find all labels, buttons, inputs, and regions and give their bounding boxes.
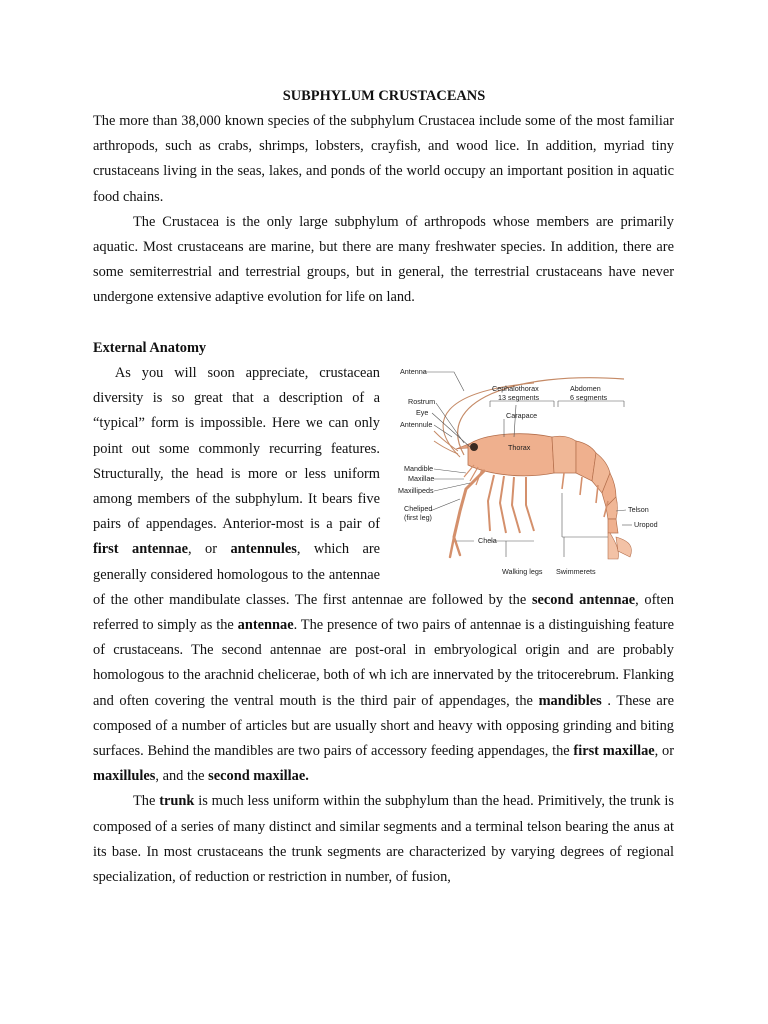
paragraph-head-appendages: As you will soon appreciate, crustacean diversity is so great that a description of a “typical” form is impossible. Here we can only point out some commonly recurring features. Structurally, the head is more or less uniform among members of the subphylum. It bears five pairs of appendages. Anterior-most is a pair of first antennae, or antennules, which are generally considered homologous to the antennae of the other mandibulate classes. The first antennae are followed by the second antennae, often referred to simply as the antennae. The presence of two pairs of antennae is a distinguishing feature of crustaceans. The second antennae are post-oral in embryological origin and are probably homologous to the arachnid chelicerae, both of wh ich are innervated by the tritocerebrum. Flanking and often covering the ventral mouth is the third pair of appendages, the mandibles . These are composed of a number of articles but are usually short and heavy with opposing grinding and biting surfaces. Behind the mandibles are two pairs of accessory feeding appendages, the first maxillae, or maxillules, and the second maxillae. [93,365,674,785]
label-thorax: Thorax [508,443,531,453]
label-eye: Eye [416,408,429,418]
paragraph-intro: The more than 38,000 known species of the subphylum Crustacea include some of the most familiar arthropods, such as crabs, shrimps, lobsters, crayfish, and wood lice. In addition, myriad tiny crustaceans living in the seas, lakes, and ponds of the world occupy an important position in aquatic food chains. [93,113,674,205]
paragraph-aquatic: The Crustacea is the only large subphylum of arthropods whose members are primarily aquatic. Most crustaceans are marine, but there are many freshwater species. In addition, there are some semiterrestrial and terrestrial groups, but in general, the terrestrial crustaceans have never undergone extensive adaptive evolution for life on land. [93,213,674,306]
label-maxillae: Maxillae [408,474,435,484]
label-maxillipeds: Maxillipeds [398,486,434,496]
crustacean-anatomy-figure [394,361,674,586]
label-chela: Chela [478,536,497,546]
page-title: SUBPHYLUM CRUSTACEANS [282,88,486,104]
label-carapace: Carapace [506,411,538,421]
label-swimmerets: Swimmerets [556,567,596,577]
label-antennule: Antennule [400,420,433,430]
body-text [93,109,674,890]
label-mandible: Mandible [404,464,434,474]
label-cheliped: Cheliped [404,504,433,514]
label-abdomen: Abdomen [570,384,601,394]
label-first-leg: (first leg) [404,513,432,523]
label-telson: Telson [628,505,649,515]
label-antenna: Antenna [400,367,427,377]
label-uropod: Uropod [634,520,658,530]
label-cephalothorax-segments: 13 segments [498,393,540,403]
label-abdomen-segments: 6 segments [570,393,608,403]
section-heading-external-anatomy: External Anatomy [93,339,207,356]
shrimp-diagram [394,361,674,586]
label-rostrum: Rostrum [408,397,436,407]
label-cephalothorax: Cephalothorax [492,384,539,394]
label-walking-legs: Walking legs [502,567,543,577]
paragraph-trunk: The trunk is much less uniform within the subphylum than the head. Primitively, the trunk is composed of a series of many distinct and similar segments and a terminal telson bearing the anus at its base. In most crustaceans the trunk segments are characterized by varying degrees of regional specialization, of reduction or restriction in number, of fusion, [93,793,674,886]
